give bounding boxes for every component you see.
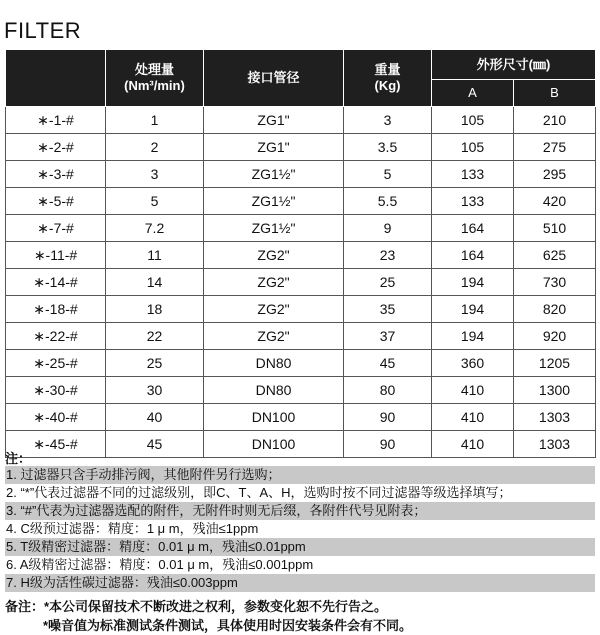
cell-connection: DN100	[204, 431, 344, 458]
cell-capacity: 5	[106, 188, 204, 215]
cell-model: ∗-3-#	[6, 161, 106, 188]
cell-weight: 25	[344, 269, 432, 296]
cell-capacity: 1	[106, 107, 204, 134]
page-title: FILTER	[4, 18, 82, 43]
cell-b: 820	[514, 296, 596, 323]
cell-connection: DN80	[204, 377, 344, 404]
cell-capacity: 18	[106, 296, 204, 323]
table-row	[6, 215, 596, 242]
note-item: 3. “#”代表为过滤器选配的附件，无附件时则无后缀，各附件代号见附表；	[5, 502, 595, 520]
cell-weight: 90	[344, 404, 432, 431]
cell-capacity: 22	[106, 323, 204, 350]
table-row	[6, 350, 596, 377]
cell-b: 275	[514, 134, 596, 161]
cell-a: 133	[432, 161, 514, 188]
cell-model: ∗-14-#	[6, 269, 106, 296]
cell-capacity: 40	[106, 404, 204, 431]
cell-a: 410	[432, 431, 514, 458]
cell-model: ∗-18-#	[6, 296, 106, 323]
cell-capacity: 30	[106, 377, 204, 404]
cell-connection: ZG2"	[204, 323, 344, 350]
cell-connection: DN80	[204, 350, 344, 377]
cell-b: 1300	[514, 377, 596, 404]
cell-weight: 37	[344, 323, 432, 350]
cell-weight: 5	[344, 161, 432, 188]
note-item: 4. C级预过滤器：精度：1 μ m，残油≤1ppm	[6, 521, 259, 536]
cell-b: 510	[514, 215, 596, 242]
table-row	[6, 269, 596, 296]
cell-connection: ZG1½"	[204, 188, 344, 215]
cell-weight: 80	[344, 377, 432, 404]
header-dimensions: 外形尺寸(㎜)	[432, 50, 596, 80]
cell-weight: 5.5	[344, 188, 432, 215]
note-item: 2. “*”代表过滤器不同的过滤级别，即C、T、A、H，选购时按不同过滤器等级选择填写；	[6, 485, 512, 500]
cell-model: ∗-45-#	[6, 431, 106, 458]
note-item: 7. H级为活性碳过滤器：残油≤0.003ppm	[5, 574, 595, 592]
cell-connection: ZG2"	[204, 296, 344, 323]
cell-model: ∗-22-#	[6, 323, 106, 350]
cell-connection: ZG1½"	[204, 215, 344, 242]
table-row	[6, 107, 596, 134]
cell-model: ∗-11-#	[6, 242, 106, 269]
cell-b: 420	[514, 188, 596, 215]
cell-capacity: 2	[106, 134, 204, 161]
cell-weight: 35	[344, 296, 432, 323]
note-item: 1. 过滤器只含手动排污阀，其他附件另行选购；	[5, 466, 595, 484]
table-row	[6, 134, 596, 161]
cell-a: 410	[432, 404, 514, 431]
cell-capacity: 11	[106, 242, 204, 269]
cell-capacity: 3	[106, 161, 204, 188]
cell-weight: 23	[344, 242, 432, 269]
notes-heading: 注：	[5, 451, 32, 466]
cell-b: 730	[514, 269, 596, 296]
cell-connection: ZG1"	[204, 107, 344, 134]
table-row	[6, 296, 596, 323]
cell-a: 194	[432, 269, 514, 296]
note-item: 5. T级精密过滤器：精度：0.01 μ m，残油≤0.01ppm	[5, 538, 595, 556]
cell-model: ∗-25-#	[6, 350, 106, 377]
cell-b: 1303	[514, 431, 596, 458]
cell-weight: 90	[344, 431, 432, 458]
cell-b: 1303	[514, 404, 596, 431]
cell-weight: 3.5	[344, 134, 432, 161]
cell-model: ∗-7-#	[6, 215, 106, 242]
cell-a: 194	[432, 296, 514, 323]
cell-capacity: 25	[106, 350, 204, 377]
cell-model: ∗-1-#	[6, 107, 106, 134]
cell-a: 105	[432, 107, 514, 134]
cell-a: 410	[432, 377, 514, 404]
cell-connection: DN100	[204, 404, 344, 431]
cell-b: 920	[514, 323, 596, 350]
remark-line: *噪音值为标准测试条件测试，具体使用时因安装条件会有不同。	[43, 618, 413, 633]
cell-model: ∗-40-#	[6, 404, 106, 431]
cell-connection: ZG1½"	[204, 161, 344, 188]
table-row	[6, 323, 596, 350]
cell-a: 194	[432, 323, 514, 350]
cell-capacity: 14	[106, 269, 204, 296]
cell-a: 360	[432, 350, 514, 377]
header-connection: 接口管径	[204, 50, 344, 107]
cell-b: 210	[514, 107, 596, 134]
header-capacity: 处理量 (Nm³/min)	[106, 50, 204, 107]
remark-line: 备注：*本公司保留技术不断改进之权利，参数变化恕不先行告之。	[5, 599, 388, 614]
spec-table	[5, 49, 596, 458]
cell-capacity: 7.2	[106, 215, 204, 242]
cell-connection: ZG2"	[204, 242, 344, 269]
cell-a: 164	[432, 242, 514, 269]
header-model	[6, 50, 106, 107]
cell-model: ∗-30-#	[6, 377, 106, 404]
cell-b: 295	[514, 161, 596, 188]
cell-a: 133	[432, 188, 514, 215]
cell-weight: 3	[344, 107, 432, 134]
table-row	[6, 188, 596, 215]
table-row	[6, 242, 596, 269]
cell-model: ∗-2-#	[6, 134, 106, 161]
table-row	[6, 377, 596, 404]
cell-capacity: 45	[106, 431, 204, 458]
table-row	[6, 161, 596, 188]
table-row	[6, 404, 596, 431]
cell-a: 105	[432, 134, 514, 161]
cell-b: 1205	[514, 350, 596, 377]
cell-weight: 45	[344, 350, 432, 377]
cell-connection: ZG1"	[204, 134, 344, 161]
remarks-section	[5, 597, 412, 635]
cell-b: 625	[514, 242, 596, 269]
header-dim-b: B	[514, 80, 596, 107]
cell-connection: ZG2"	[204, 269, 344, 296]
notes-section	[5, 452, 595, 592]
cell-model: ∗-5-#	[6, 188, 106, 215]
note-item: 6. A级精密过滤器：精度：0.01 μ m，残油≤0.001ppm	[6, 557, 314, 572]
header-dim-a: A	[432, 80, 514, 107]
cell-a: 164	[432, 215, 514, 242]
spec-table-body	[6, 107, 596, 458]
cell-weight: 9	[344, 215, 432, 242]
header-weight: 重量 (Kg)	[344, 50, 432, 107]
